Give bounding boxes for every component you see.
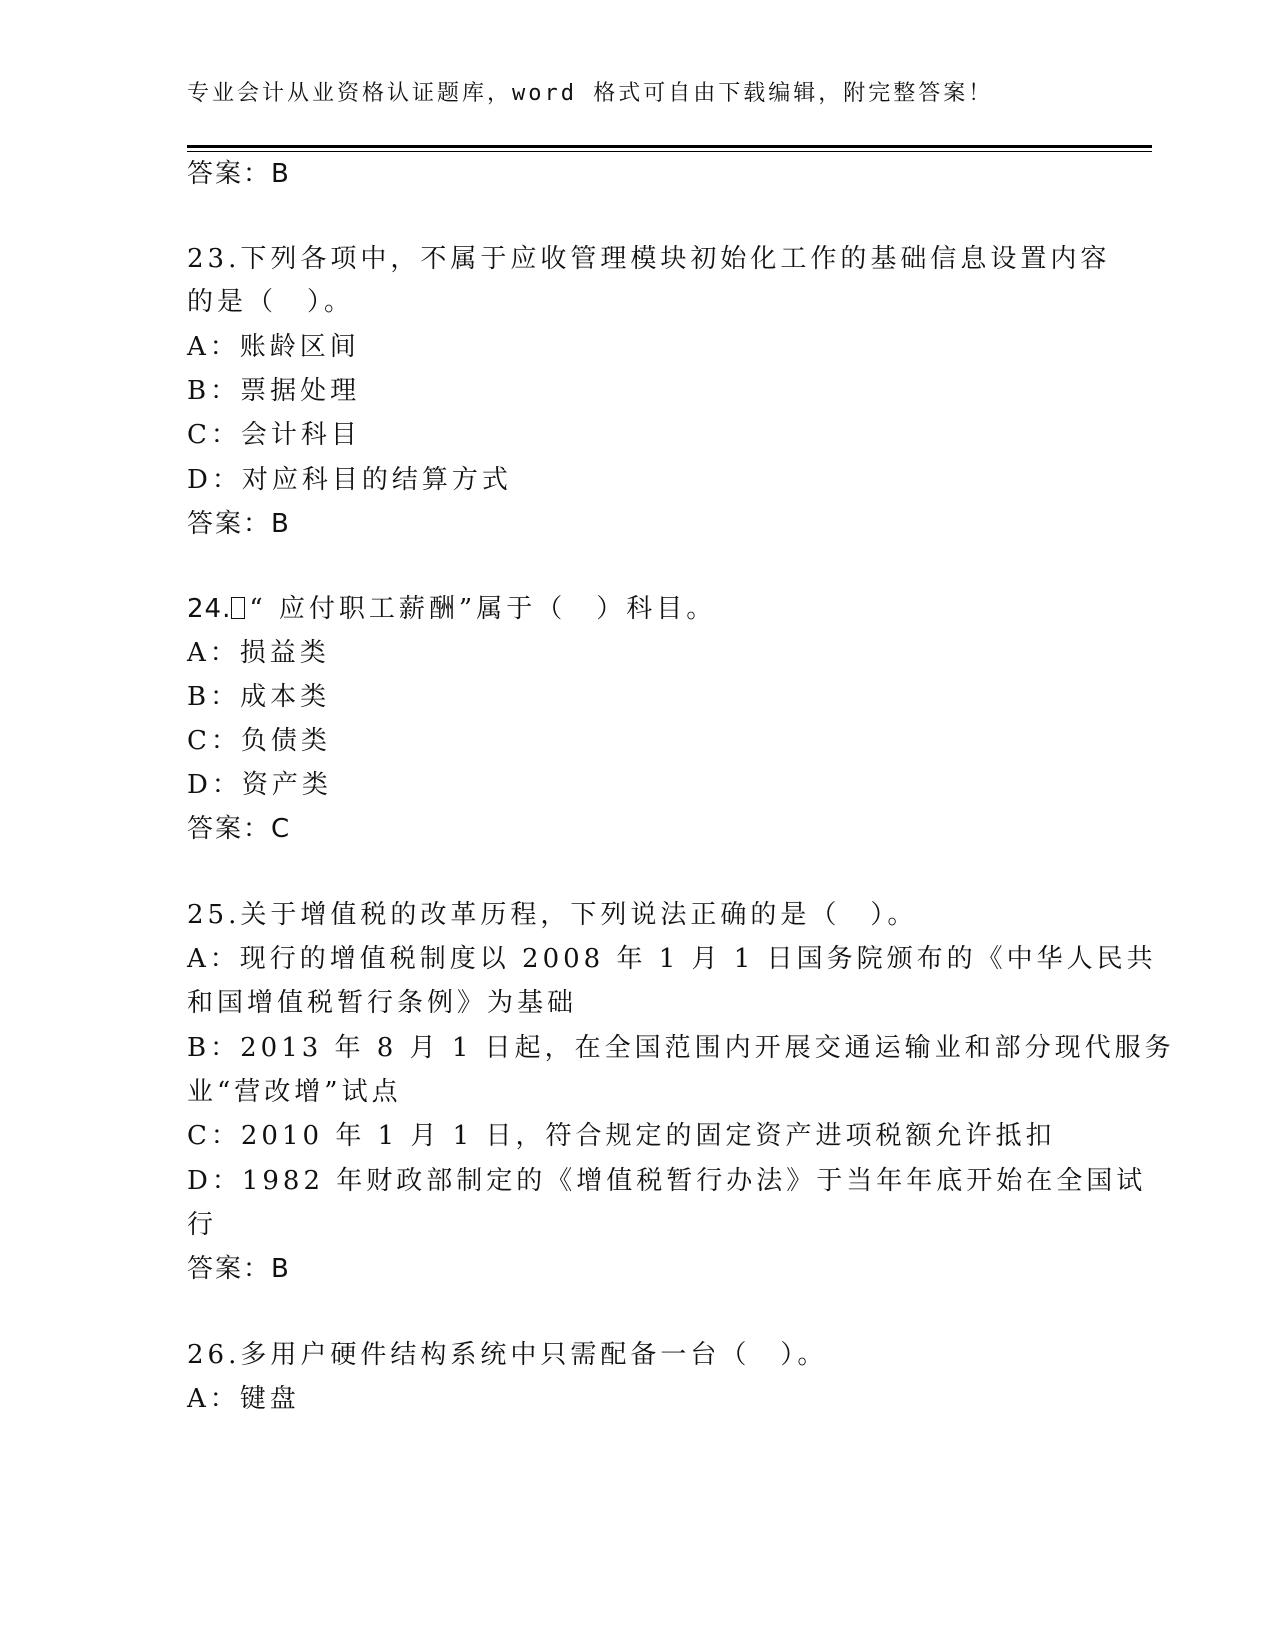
option: B：2013 年 8 月 1 日起，在全国范围内开展交通运输业和部分现代服务 [187,1033,1175,1063]
answer-line: 答案：B [187,1254,291,1284]
question-stem-text: “ 应付职工薪酬”属于（ ）科目。 [249,594,717,624]
option-continued: 行 [187,1210,218,1240]
question-stem: 的是（ ）。 [187,287,355,317]
answer-line: 答案：B [187,509,291,539]
header-rule-thin [187,151,1152,152]
option: D：资产类 [187,770,332,800]
option: A：现行的增值税制度以 2008 年 1 月 1 日国务院颁布的《中华人民共 [187,944,1157,974]
header-rule [187,145,1152,148]
option-continued: 和国增值税暂行条例》为基础 [187,988,578,1018]
option: C：会计科目 [187,420,361,450]
answer-line: 答案：C [187,814,292,844]
question-stem [187,593,716,625]
question-stem: 23.下列各项中，不属于应收管理模块初始化工作的基础信息设置内容 [187,244,1111,274]
page-header: 专业会计从业资格认证题库，word 格式可自由下载编辑，附完整答案！ [187,81,994,106]
option: B：成本类 [187,682,331,712]
option: A：损益类 [187,638,330,668]
question-number: 24. [187,594,232,624]
question-stem: 25.关于增值税的改革历程，下列说法正确的是（ ）。 [187,900,918,930]
missing-glyph-box [231,597,245,619]
option: C：负债类 [187,726,331,756]
question-stem: 26.多用户硬件结构系统中只需配备一台（ ）。 [187,1340,828,1370]
option: D：对应科目的结算方式 [187,465,512,495]
answer-line: 答案：B [187,159,291,189]
option-continued: 业“营改增”试点 [187,1077,402,1107]
option: B：票据处理 [187,376,361,406]
option: A：键盘 [187,1384,300,1414]
option: A：账龄区间 [187,332,360,362]
option: C：2010 年 1 月 1 日，符合规定的固定资产进项税额允许抵扣 [187,1121,1056,1151]
option: D：1982 年财政部制定的《增值税暂行办法》于当年年底开始在全国试 [187,1166,1147,1196]
